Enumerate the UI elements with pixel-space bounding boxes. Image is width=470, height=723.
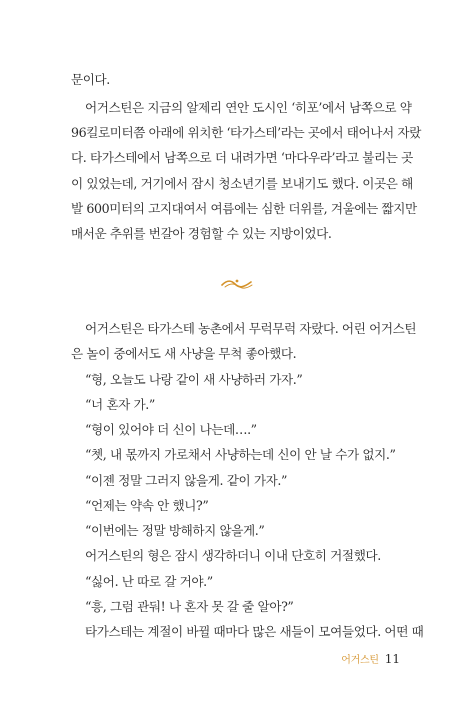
body-line: 96킬로미터쯤 아래에 위치한 ‘타가스테’라는 곳에서 태어나서 자랐	[71, 125, 421, 140]
dialogue-line: “쳇, 내 몫까지 가로채서 사냥하는데 신이 안 날 수가 없지.”	[85, 447, 396, 462]
body-line: 어거스틴은 지금의 알제리 연안 도시인 ‘히포’에서 남쪽으로 약	[85, 100, 412, 115]
dialogue-line: “형이 있어야 더 신이 나는데….”	[85, 422, 257, 437]
page-number: 11	[384, 652, 400, 666]
dialogue-line: “이젠 정말 그러지 않을게. 같이 가자.”	[85, 473, 288, 488]
body-line: 어거스틴은 타가스테 농촌에서 무럭무럭 자랐다. 어린 어거스틴	[85, 321, 417, 336]
dialogue-line: “흥, 그럼 관둬! 나 혼자 못 갈 줄 알아?”	[85, 599, 294, 614]
body-line: 다. 타가스테에서 남쪽으로 더 내려가면 ‘마다우라’라고 불리는 곳	[71, 150, 413, 165]
dialogue-line: “너 혼자 가.”	[85, 397, 155, 412]
body-line: 발 600미터의 고지대여서 여름에는 심한 더위를, 겨울에는 짧지만	[71, 201, 417, 216]
body-line: 매서운 추위를 번갈아 경험할 수 있는 지방이었다.	[71, 226, 332, 241]
body-line: 타가스테는 계절이 바뀔 때마다 많은 새들이 모여들었다. 어떤 때	[85, 624, 424, 639]
body-line: 문이다.	[71, 72, 110, 87]
body-line: 은 놀이 중에서도 새 사냥을 무척 좋아했다.	[71, 346, 297, 361]
dialogue-line: “싫어. 난 따로 갈 거야.”	[85, 574, 213, 589]
running-title: 어거스틴	[341, 655, 379, 666]
body-line: 어거스틴의 형은 잠시 생각하더니 이내 단호히 거절했다.	[85, 548, 381, 563]
dialogue-line: “이번에는 정말 방해하지 않을게.”	[85, 523, 265, 538]
wave-ornament-icon	[221, 276, 253, 292]
dialogue-line: “언제는 약속 안 했니?”	[85, 498, 209, 513]
body-line: 이 있었는데, 거기에서 잠시 청소년기를 보내기도 했다. 이곳은 해	[71, 176, 413, 191]
dialogue-line: “형, 오늘도 나랑 같이 새 사냥하러 가자.”	[85, 372, 303, 387]
page-footer	[341, 651, 400, 666]
